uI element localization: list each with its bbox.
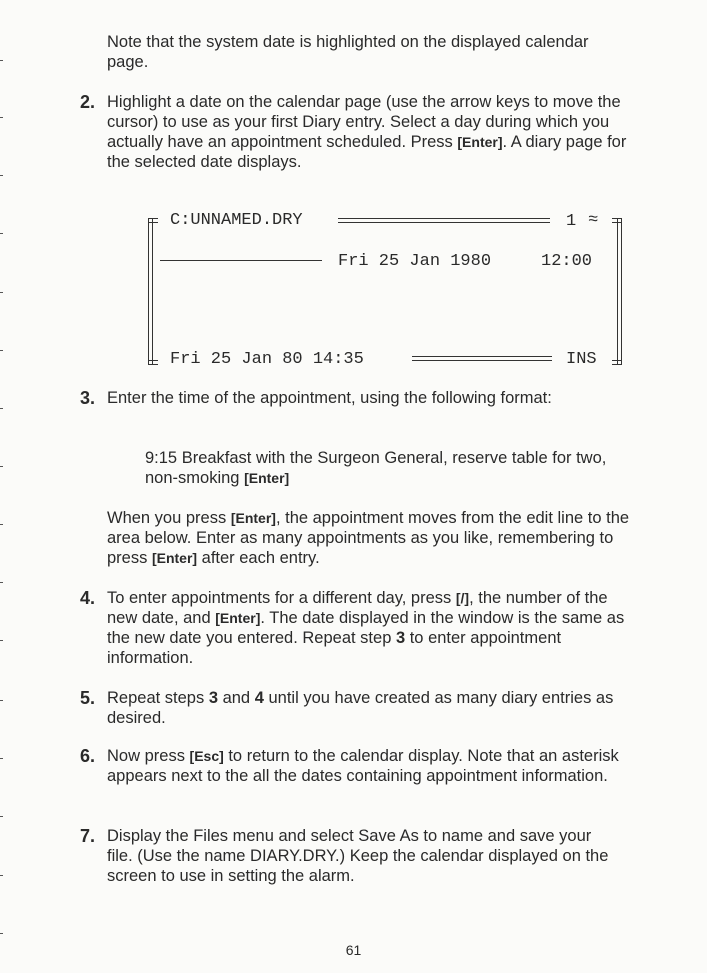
enter-key: [Enter] xyxy=(215,610,261,626)
diary-time: 12:00 xyxy=(541,252,593,271)
step-2-text: Highlight a date on the calendar page (use the arrow keys to move the cursor) to use as your first Diary entry. Select a day during which you actually have an appointment scheduled. Press [Enter]. A diary page for the selected date displays. xyxy=(107,93,627,171)
intro-note: Note that the system date is highlighted on the displayed calendar page. xyxy=(107,33,589,71)
margin-tick xyxy=(0,350,3,351)
diary-screen xyxy=(148,211,622,369)
margin-tick xyxy=(0,875,3,876)
margin-tick xyxy=(0,60,3,61)
status-datetime: Fri 25 Jan 80 14:35 xyxy=(170,350,364,369)
margin-tick xyxy=(0,233,3,234)
margin-tick xyxy=(0,640,3,641)
enter-key: [Enter] xyxy=(230,510,276,526)
insert-mode: INS xyxy=(566,350,597,369)
margin-tick xyxy=(0,758,3,759)
step-7-text: Display the Files menu and select Save As to name and save your file. (Use the name DIARY.DRY.) Keep the calendar displayed on the screen to use in setting the alarm. xyxy=(107,827,609,885)
slash-key: [/] xyxy=(455,590,470,606)
filename: C:UNNAMED.DRY xyxy=(170,211,303,230)
margin-tick xyxy=(0,700,3,701)
page-symbol: ≈ xyxy=(588,211,599,230)
step-6-text: Now press [Esc] to return to the calendar display. Note that an asterisk appears next to the all the dates containing appointment information. xyxy=(107,747,619,785)
enter-key: [Enter] xyxy=(151,550,198,566)
enter-key: [Enter] xyxy=(457,134,503,150)
page-number: 61 xyxy=(345,942,362,958)
margin-tick xyxy=(0,582,3,583)
step-number: 3. xyxy=(80,388,96,408)
step-5-text: Repeat steps 3 and 4 until you have created as many diary entries as desired. xyxy=(107,689,614,727)
page-indicator: 1 xyxy=(566,212,577,231)
enter-key: [Enter] xyxy=(244,470,290,486)
margin-tick xyxy=(0,292,3,293)
step-3-text: Enter the time of the appointment, using the following format: xyxy=(107,389,552,407)
margin-tick xyxy=(0,933,3,934)
margin-tick xyxy=(0,408,3,409)
step-number: 7. xyxy=(80,826,96,846)
step-number: 5. xyxy=(80,688,96,708)
margin-tick xyxy=(0,524,3,525)
margin-tick xyxy=(0,466,3,467)
step-number: 6. xyxy=(80,746,96,766)
margin-tick xyxy=(0,117,3,118)
step-number: 4. xyxy=(80,588,96,608)
step-number: 2. xyxy=(80,92,96,112)
example-entry: 9:15 Breakfast with the Surgeon General, reserve table for two, non-smoking [Enter] xyxy=(145,449,607,487)
step-3-note: When you press [Enter], the appointment moves from the edit line to the area below. Enter as many appointments as you like, remembering to press [Enter] after each entry. xyxy=(107,509,630,567)
margin-tick xyxy=(0,816,3,817)
step-4-text: To enter appointments for a different day, press [/], the number of the new date, and [Enter]. The date displayed in the window is the same as the new date you entered. Repeat step 3 to enter appointment information. xyxy=(107,589,625,667)
margin-tick xyxy=(0,175,3,176)
diary-date: Fri 25 Jan 1980 xyxy=(338,252,492,271)
esc-key: [Esc] xyxy=(189,748,224,764)
